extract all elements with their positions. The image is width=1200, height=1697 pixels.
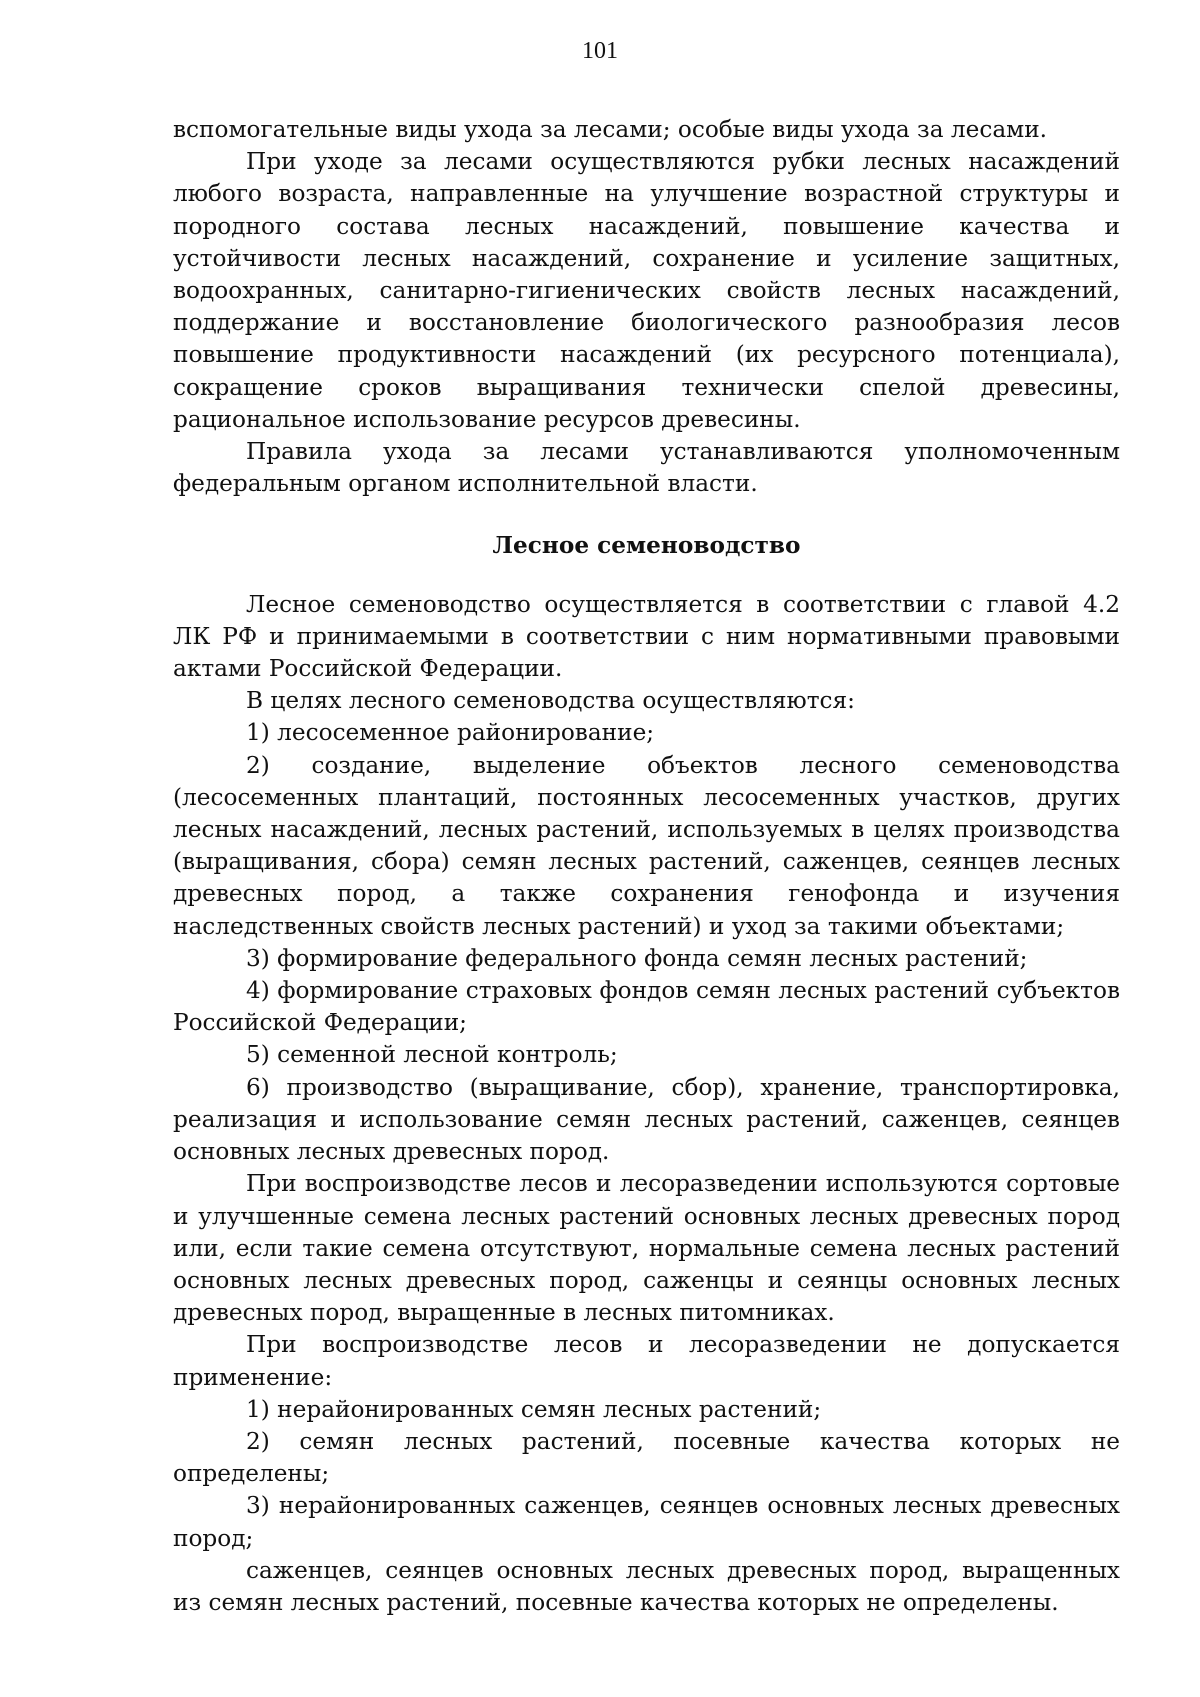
list-item: 3) формирование федерального фонда семян лесных растений;	[246, 944, 1028, 972]
paragraph-prohibited: При воспроизводстве лесов и лесоразведении не допускается применение:	[173, 1331, 1120, 1391]
list-item: 2) семян лесных растений, посевные качества которых не определены;	[173, 1427, 1120, 1488]
list-item: 4) формирование страховых фондов семян лесных растений субъектов Российской Федерации;	[173, 977, 1120, 1037]
document-body	[173, 114, 1120, 1619]
paragraph-forest-care: При уходе за лесами осуществляются рубки лесных насаждений любого возраста, направленные на улучшение возрастной структуры и породного состава лесных насаждений, повышение качества и устойчивости лесных насаждений, сохранение и усиление защитных, водоохранных, санитарно-гигиенических свойств лесных насаждений, поддержание и восстановление биологического разнообразия лесов повышение продуктивности насаждений (их ресурсного потенциала), сокращение сроков выращивания технически спелой древесины, рациональное использование ресурсов древесины.	[173, 148, 1120, 433]
list-item: 5) семенной лесной контроль;	[246, 1041, 618, 1069]
paragraph-care-rules: Правила ухода за лесами устанавливаются уполномоченным федеральным органом исполнительной власти.	[173, 438, 1120, 498]
list-item: 1) нерайонированных семян лесных растений;	[246, 1395, 822, 1423]
section-heading: Лесное семеноводство	[492, 532, 801, 560]
paragraph-seed-intro: Лесное семеноводство осуществляется в соответствии с главой 4.2 ЛК РФ и принимаемыми в соответствии с ним нормативными правовыми актами Российской Федерации.	[173, 590, 1120, 683]
paragraph-continuation: вспомогательные виды ухода за лесами; особые виды ухода за лесами.	[173, 116, 1048, 143]
paragraph-seed-usage: При воспроизводстве лесов и лесоразведении используются сортовые и улучшенные семена лесных растений основных лесных древесных пород или, если такие семена отсутствуют, нормальные семена лесных растений основных лесных древесных пород, саженцы и сеянцы основных лесных древесных пород, выращенные в лесных питомниках.	[173, 1170, 1120, 1327]
list-item: 1) лесосеменное районирование;	[246, 719, 655, 747]
list-item: 2) создание, выделение объектов лесного семеноводства (лесосеменных плантаций, постоянных лесосеменных участков, других лесных насаждений, лесных растений, используемых в целях производства (выращивания, сбора) семян лесных растений, саженцев, сеянцев лесных древесных пород, а также сохранения генофонда и изучения наследственных свойств лесных растений) и уход за такими объектами;	[173, 751, 1120, 940]
list-item: саженцев, сеянцев основных лесных древесных пород, выращенных из семян лесных растений, посевные качества которых не определены.	[173, 1556, 1120, 1616]
page-number: 101	[582, 38, 618, 64]
list-item: 6) производство (выращивание, сбор), хранение, транспортировка, реализация и использование семян лесных растений, саженцев, сеянцев основных лесных древесных пород.	[173, 1073, 1120, 1166]
list-item: 3) нерайонированных саженцев, сеянцев основных лесных древесных пород;	[173, 1492, 1120, 1552]
paragraph-seed-goals: В целях лесного семеноводства осуществляются:	[246, 687, 855, 715]
